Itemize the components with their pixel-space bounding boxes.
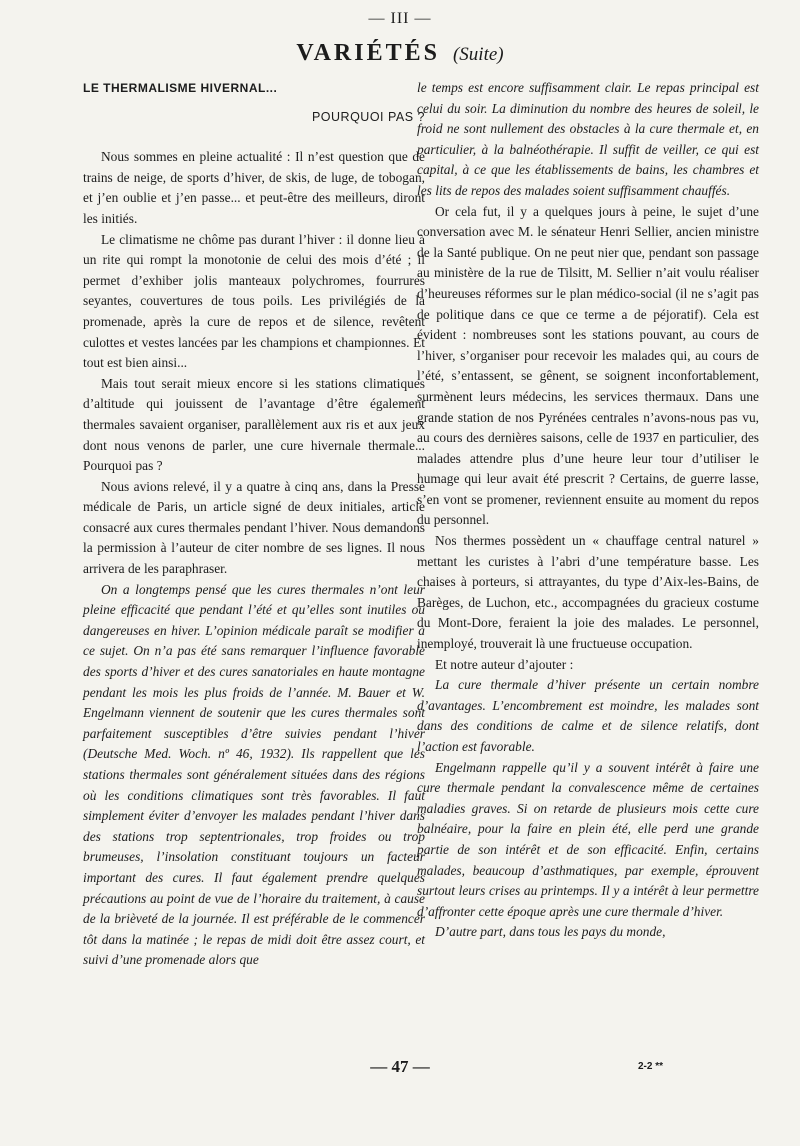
section-title-suite: (Suite) (452, 44, 504, 65)
paragraph: Nos thermes possèdent un « chauffage central naturel » mettant les curistes à l’abri d’une température basse. Les chaises à porteurs, si attrayantes, du type d’Aix-les-Bains, de Barèges, de Luchon, etc., accompagnées du gracieux costume du Mont-Dore, feraient la joie des malades. Le personnel, inemployé, trouverait là une fructueuse occupation. (417, 533, 759, 652)
page-number: — 47 — (370, 1057, 430, 1076)
section-title (0, 40, 800, 67)
paragraph: Nous avions relevé, il y a quatre à cinq ans, dans la Presse médicale de Paris, un article signé de deux initiales, article consacré aux cures thermales pendant l’hiver. Nous demandons la permission à l’auteur de citer nombre de ses lignes. Il nous arrivera de les paraphraser. (83, 478, 425, 577)
paragraph: Mais tout serait mieux encore si les stations climatiques d’altitude qui jouissent de l’avantage d’être également thermales savaient organiser, parallèlement aux ris et aux jeux dont nous venons de parler, une cure hivernale thermale... Pourquoi pas ? (83, 375, 425, 474)
right-column (417, 78, 759, 943)
paragraph: Et notre auteur d’ajouter : (435, 656, 574, 672)
left-paragraphs (83, 147, 425, 971)
paragraph: le temps est encore suffisamment clair. Le repas principal est celui du soir. La diminution du nombre des heures de soleil, le froid ne sont nullement des obstacles à la cure thermale et, en particulier, à la balnéothérapie. Il suffit de veiller, ce qui est capital, à ce que les établissements de bains, les chambres et les lits de repos des malades soient suffisamment chauffés. (417, 80, 759, 198)
paragraph: Nous sommes en pleine actualité : Il n’est question que de trains de neige, de sports d’hiver, de skis, de luge, de tobogan, et j’en oublie et j’en passe... et peut-être des meilleurs, diront les initiés. (83, 149, 425, 226)
article-title: LE THERMALISME HIVERNAL... (83, 81, 278, 95)
paragraph: D’autre part, dans tous les pays du monde, (435, 924, 666, 940)
left-column (83, 78, 425, 971)
right-paragraphs (417, 78, 759, 943)
paragraph: Engelmann rappelle qu’il y a souvent intérêt à faire une cure thermale pendant la convalescence même de certaines maladies graves. Si on retarde de plusieurs mois cette cure balnéaire, pour la faire en plein été, elle perd une grande partie de son intérêt et de son efficacité. Enfin, certains malades, beaucoup d’asthmatiques, par exemple, éprouvent surtout leurs crises au printemps. Il y a intérêt à leur permettre d’affronter cette époque après une cure thermale d’hiver. (417, 759, 759, 919)
page-roman-number: — III — (368, 10, 432, 27)
paragraph: Le climatisme ne chôme pas durant l’hiver : il donne lieu à un rite qui rompt la monotonie de celui des mois d’été ; il permet d’exhiber jolis manteaux polychromes, fourrures seyantes, couvertures de tous poils. Les privilégiés de la promenade, après la cure de repos et de silence, revêtent culottes et vestes lancées par les champions et championnes. Et tout est bien ainsi... (83, 231, 425, 371)
article-subtitle: POURQUOI PAS ? (311, 109, 425, 124)
paragraph: Or cela fut, il y a quelques jours à peine, le sujet d’une conversation avec M. le sénateur Henri Sellier, ancien ministre de la Santé publique. On ne peut nier que, pendant son passage au ministère de la rue de Tilsitt, M. Sellier n’ait voulu réaliser d’heureuses réformes sur le plan médico-social (il ne s’agit pas de politique dans ce que ce terme a de péjoratif). Cela est évident : nombreuses sont les stations pouvant, au cours de l’hiver, s’organiser pour recevoir les malades qui, au cours de l’été, s’entassent, se gênent, se soignent inconfortablement, surmènent leurs médecins, les services thermaux. Dans une grande station de nos Pyrénées centrales n’avons-nous pas vu, au cours des dernières saisons, celle de 1937 en particulier, des malades attendre plus d’une heure leur tour d’utiliser le humage qui leur avait été prescrit ? Certains, de guerre lasse, s’en vont se promener, reviennent ensuite au moment du repos du personnel. (417, 203, 759, 528)
section-title-main: VARIÉTÉS (296, 40, 440, 66)
paragraph: La cure thermale d’hiver présente un certain nombre d’avantages. L’encombrement est moindre, les malades sont dans des conditions de calme et de silence relatifs, dont l’action est favorable. (417, 677, 759, 754)
paragraph: On a longtemps pensé que les cures thermales n’ont leur pleine efficacité que pendant l’été et qu’elles sont inutiles ou dangereuses en hiver. L’opinion médicale paraît se modifier à ce sujet. On n’a pas été sans remarquer l’influence favorable des sports d’hiver et des cures sanatoriales en haute montagne pendant les mois les plus froids de l’année. M. Bauer et W. Engelmann viennent de soutenir que les cures thermales sont parfaitement susceptibles d’être suivies pendant l’hiver (Deutsche Med. Woch. nº 46, 1932). Ils rappellent que les stations thermales sont généralement situées dans des régions où les conditions climatiques sont très favorables. Il faut simplement éviter d’envoyer les malades pendant l’hiver dans des stations trop septentrionales, trop froides ou trop brumeuses, l’insolation constituant toujours un facteur important des cures. Il faut également prendre quelques précautions au point de vue de l’horaire du traitement, à cause de la brièveté de la journée. Il est préférable de le commencer tôt dans la matinée ; le repas de midi doit être assez court, et suivi d’une promenade alors que (83, 581, 425, 968)
signature-mark: 2-2 ** (638, 1061, 664, 1072)
